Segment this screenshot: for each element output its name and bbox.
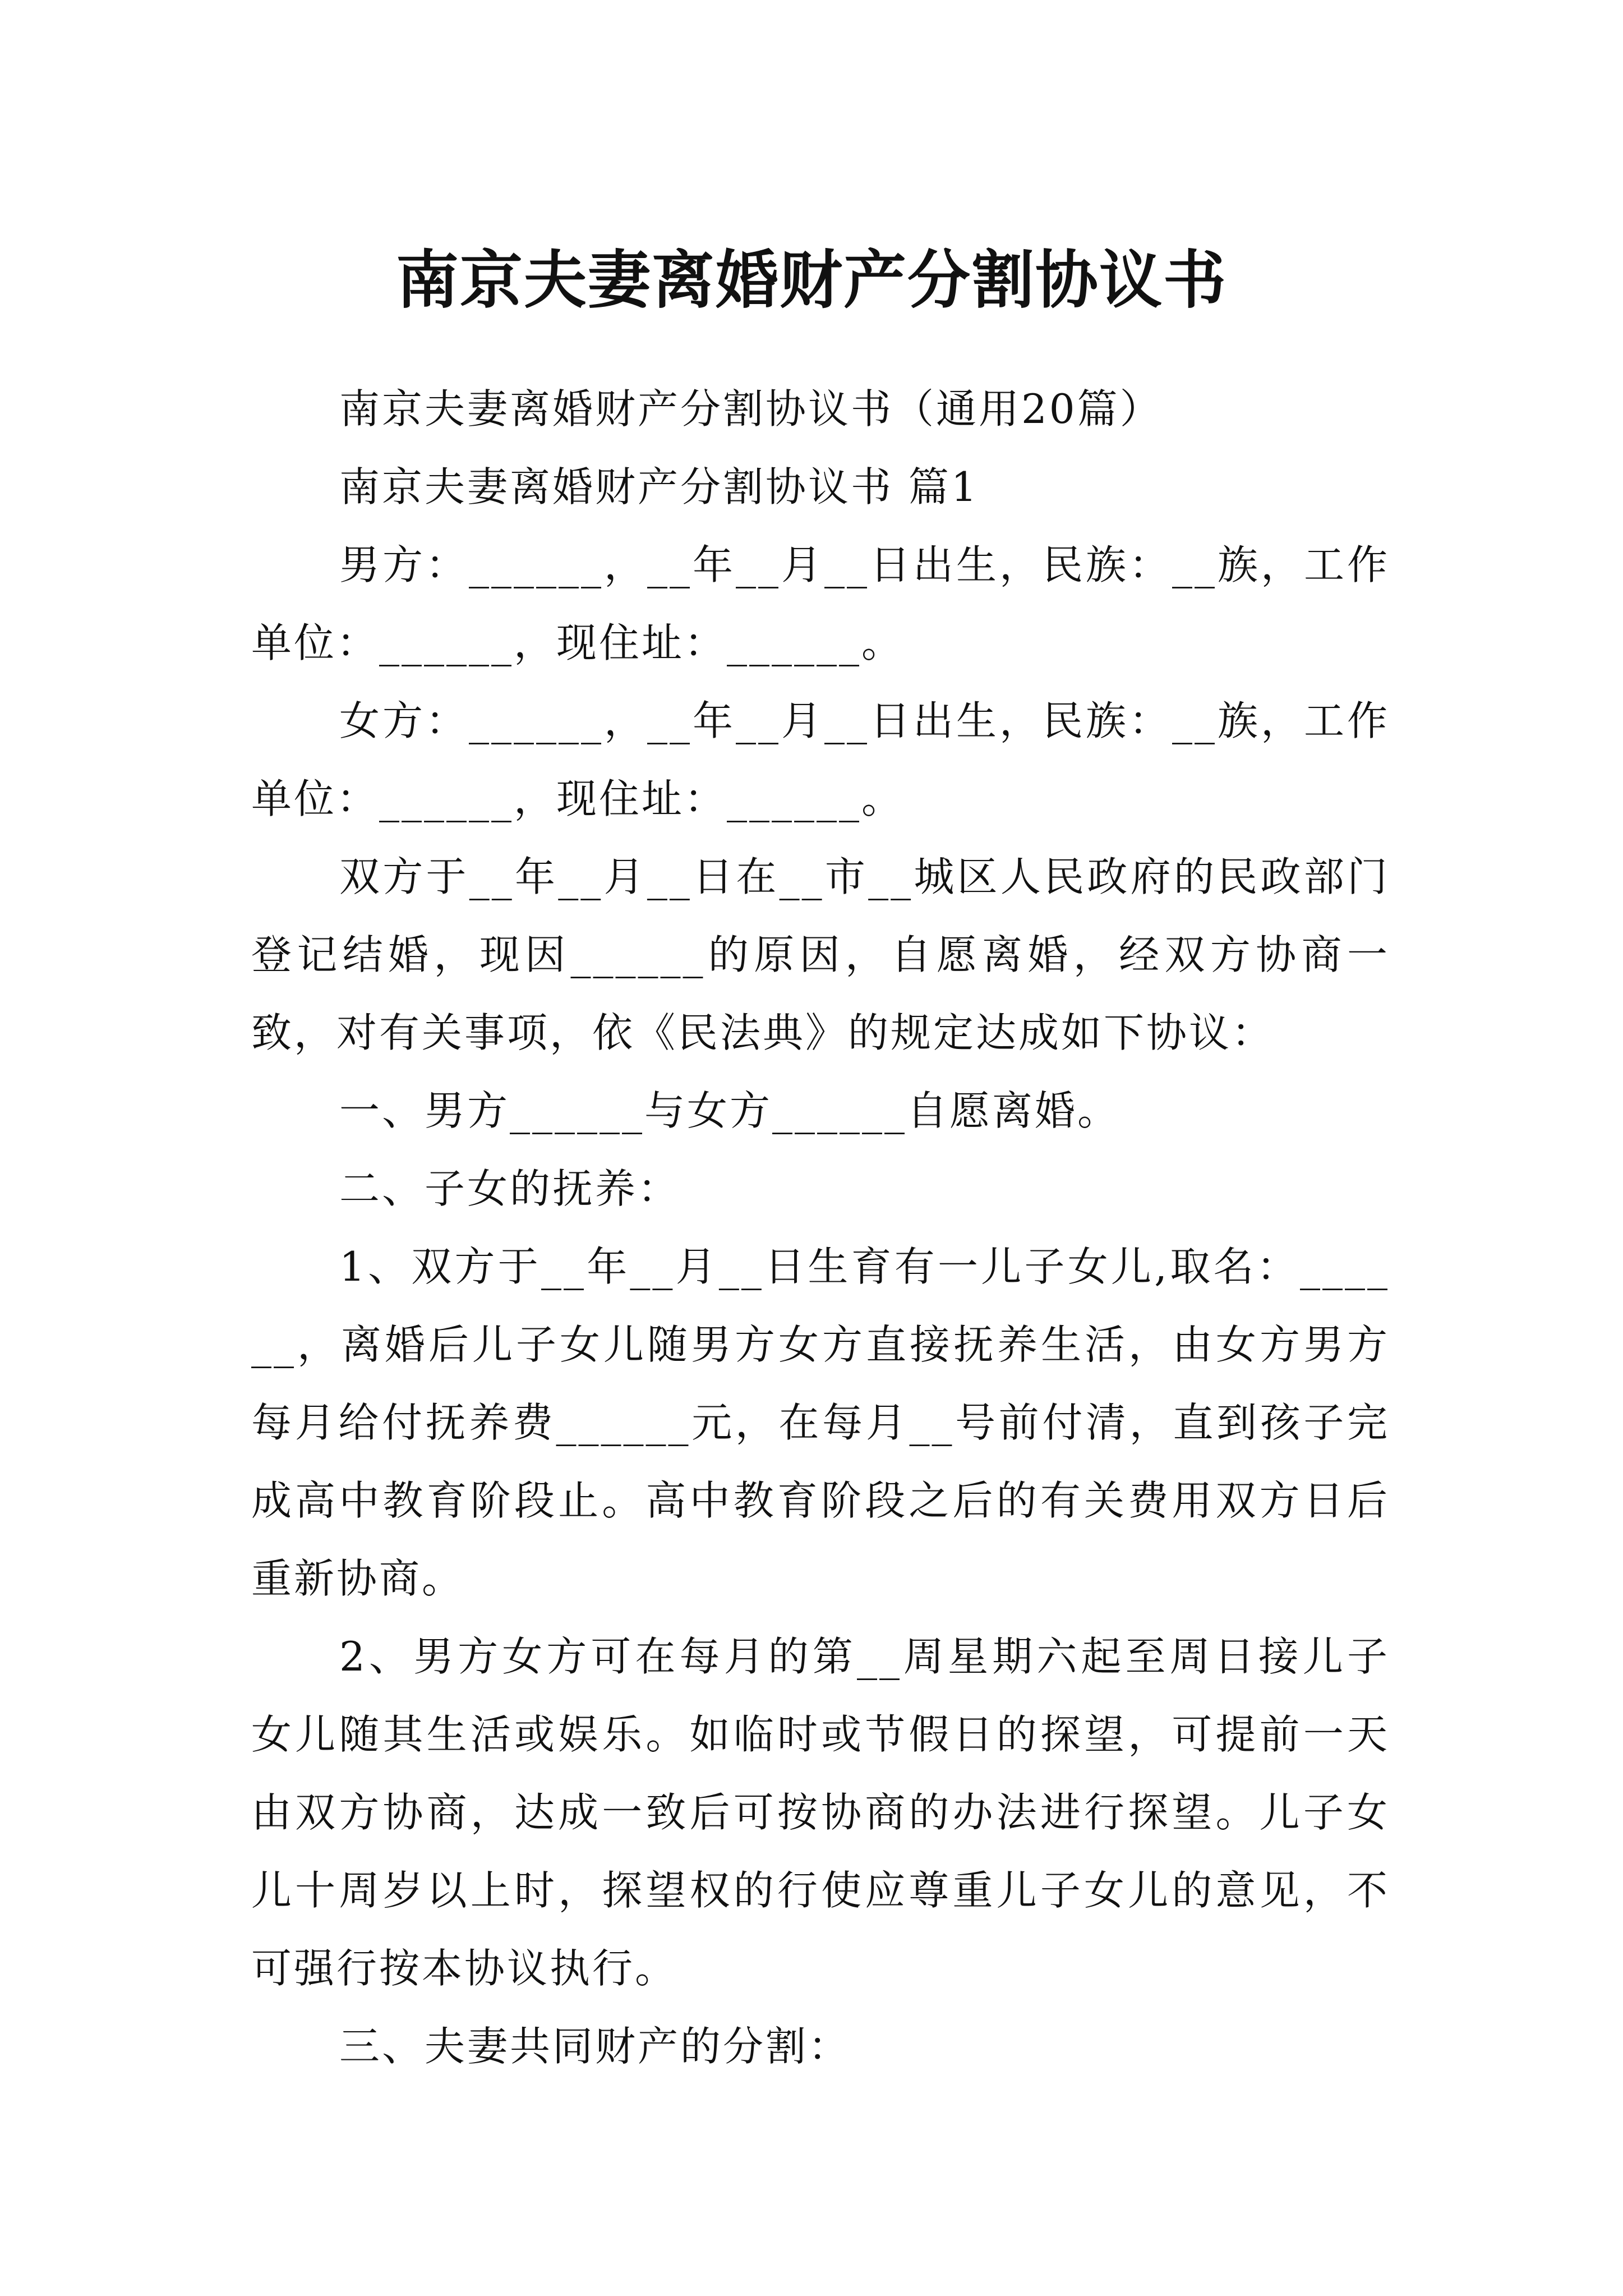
clause-one-paragraph: 一、男方______与女方______自愿离婚。 [339,1087,1121,1134]
male-party-paragraph: 男方：______，__年__月__日出生，民族：__族，工作单位：______，现住址：______。 [251,541,1390,666]
clause-three-heading: 三、夫妻共同财产的分割： [339,2023,851,2070]
document-body [251,370,1390,2086]
document-title: 南京夫妻离婚财产分割协议书 [396,243,1227,318]
subtitle-paragraph: 南京夫妻离婚财产分割协议书（通用20篇） [339,385,1163,432]
marriage-registration-paragraph: 双方于__年__月__日在__市__城区人民政府的民政部门登记结婚，现因______的原因，自愿离婚，经双方协商一致，对有关事项，依《民法典》的规定达成如下协议： [251,853,1390,1056]
section-heading-paragraph: 南京夫妻离婚财产分割协议书 篇1 [339,463,979,510]
child-custody-paragraph: 1、双方于__年__月__日生育有一儿子女儿,取名：______，离婚后儿子女儿随男方女方直接抚养生活，由女方男方每月给付抚养费______元，在每月__号前付清，直到孩子完成高中教育阶段止。高中教育阶段之后的有关费用双方日后重新协商。 [251,1243,1390,1602]
visitation-paragraph: 2、男方女方可在每月的第__周星期六起至周日接儿子女儿随其生活或娱乐。如临时或节假日的探望，可提前一天由双方协商，达成一致后可按协商的办法进行探望。儿子女儿十周岁以上时，探望权的行使应尊重儿子女儿的意见，不可强行按本协议执行。 [251,1633,1390,1992]
clause-two-heading: 二、子女的抚养： [339,1165,681,1212]
female-party-paragraph: 女方：______，__年__月__日出生，民族：__族，工作单位：______，现住址：______。 [251,697,1390,822]
